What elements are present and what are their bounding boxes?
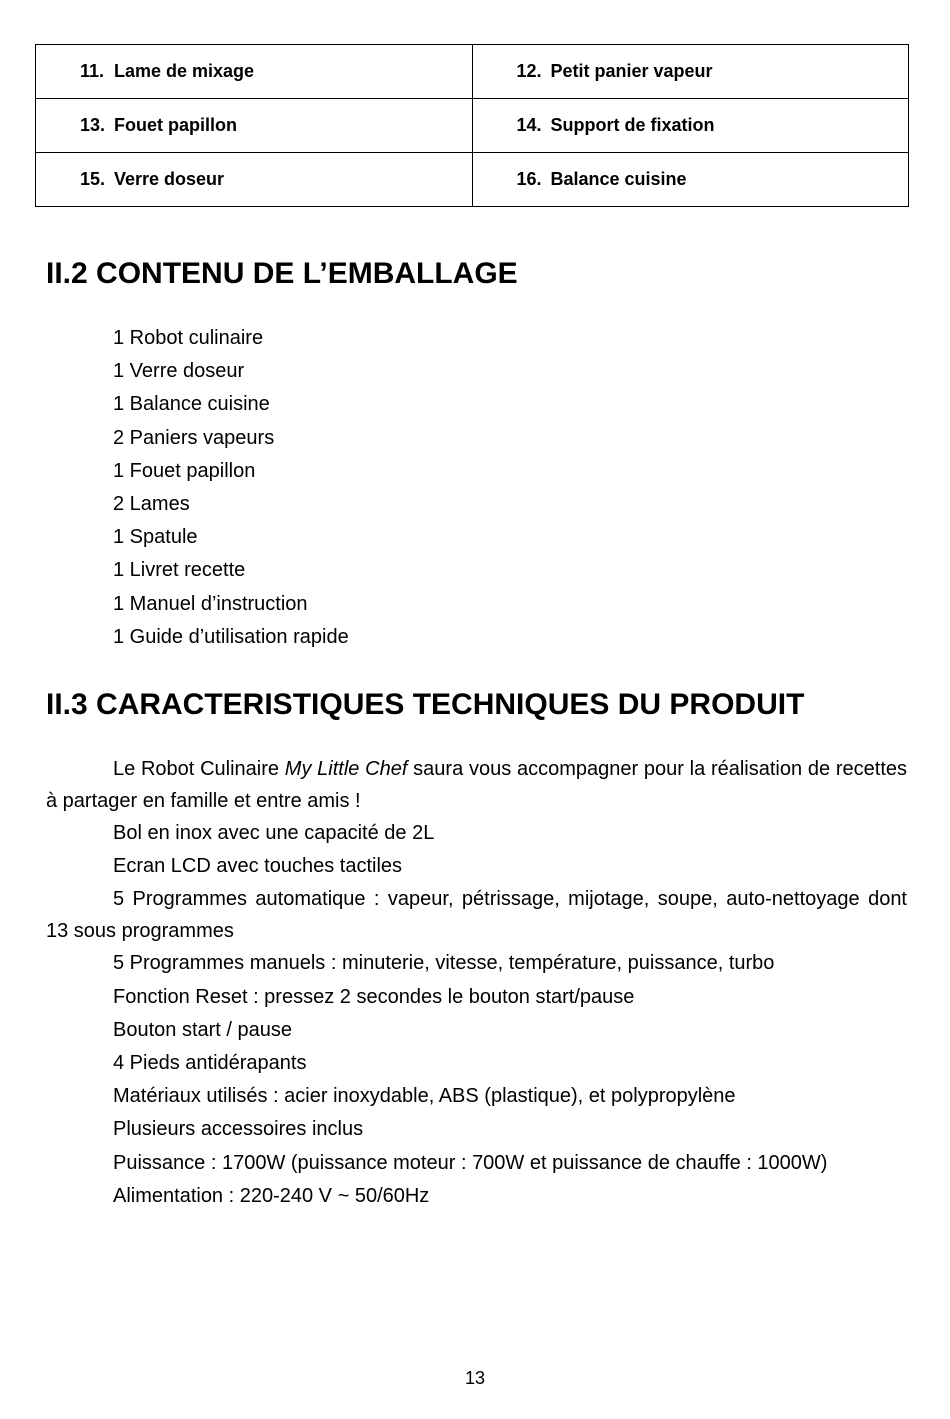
list-item-text: Bouton start / pause (113, 1018, 293, 1041)
table-cell (36, 99, 473, 153)
list-item (46, 1080, 907, 1113)
list-item-text: 1 Guide d’utilisation rapide (113, 625, 349, 648)
list-item-text: 1 Spatule (113, 526, 198, 549)
table-row (36, 99, 909, 153)
table-cell (472, 99, 909, 153)
table-cell (472, 153, 909, 207)
intro-text-before: Le Robot Culinaire (113, 758, 285, 780)
parts-table (35, 44, 909, 207)
part-number: 16. (516, 169, 542, 189)
list-item (46, 455, 907, 488)
list-item-text: 2 Lames (113, 493, 190, 516)
list-item (46, 981, 907, 1014)
part-label: Petit panier vapeur (550, 61, 713, 81)
part-number: 12. (516, 61, 542, 81)
list-item (46, 1147, 907, 1180)
table-cell (36, 153, 473, 207)
table-row (36, 153, 909, 207)
section-heading-caracteristiques: II.3 CARACTERISTIQUES TECHNIQUES DU PRODUIT (46, 688, 805, 721)
part-label: Verre doseur (114, 169, 225, 189)
list-item-text: 1 Fouet papillon (113, 459, 256, 482)
list-item-text: Ecran LCD avec touches tactiles (113, 855, 403, 878)
table-cell (36, 45, 473, 99)
caracteristiques-list (46, 753, 907, 1213)
list-item-text: Matériaux utilisés : acier inoxydable, ABS (plastique), et polypropylène (113, 1085, 736, 1108)
list-item (46, 388, 907, 421)
list-item (46, 817, 907, 850)
list-item (46, 588, 907, 621)
product-name: My Little Chef (284, 758, 408, 780)
list-item-text: Puissance : 1700W (puissance moteur : 700W et puissance de chauffe : 1000W) (113, 1151, 828, 1174)
part-label: Balance cuisine (550, 169, 687, 189)
part-label: Lame de mixage (114, 61, 255, 81)
list-item-text: 2 Paniers vapeurs (113, 426, 275, 449)
list-item (46, 753, 907, 817)
table-cell (472, 45, 909, 99)
list-item-text: 1 Manuel d’instruction (113, 592, 308, 615)
list-item-text: 5 Programmes manuels : minuterie, vitesse, température, puissance, turbo (113, 952, 775, 975)
list-item (46, 322, 907, 355)
page-number: 13 (464, 1368, 486, 1388)
list-item-text: Fonction Reset : pressez 2 secondes le bouton start/pause (113, 985, 635, 1008)
list-item (46, 488, 907, 521)
list-item (46, 521, 907, 554)
section-heading-contenu: II.2 CONTENU DE L’EMBALLAGE (46, 257, 518, 290)
list-item (46, 554, 907, 587)
part-number: 15. (80, 169, 106, 189)
part-label: Fouet papillon (114, 115, 237, 135)
list-item (46, 1047, 907, 1080)
list-item (46, 422, 907, 455)
list-item-text: Plusieurs accessoires inclus (113, 1118, 364, 1141)
intro-text-after: saura vous accompagner pour la réalisation de recettes à partager en famille et entre amis ! (46, 758, 908, 812)
list-item-text: 1 Verre doseur (113, 360, 245, 383)
list-item (46, 1113, 907, 1146)
list-item (46, 621, 907, 654)
part-number: 14. (516, 115, 542, 135)
list-item-text: Alimentation : 220-240 V ~ 50/60Hz (113, 1184, 430, 1207)
list-item-text: 1 Balance cuisine (113, 393, 270, 416)
list-item-text: 1 Livret recette (113, 559, 246, 582)
list-item-text: 4 Pieds antidérapants (113, 1052, 307, 1075)
list-item (46, 1180, 907, 1213)
contenu-list (46, 322, 907, 654)
table-row (36, 45, 909, 99)
list-item-text: 5 Programmes automatique : vapeur, pétrissage, mijotage, soupe, auto-nettoyage dont 13 sous programmes (46, 888, 907, 943)
part-number: 11. (80, 61, 105, 81)
list-item (46, 883, 907, 947)
list-item (46, 850, 907, 883)
part-label: Support de fixation (550, 115, 715, 135)
list-item (46, 947, 907, 980)
list-item-text: Bol en inox avec une capacité de 2L (113, 822, 435, 844)
list-item-text: 1 Robot culinaire (113, 327, 264, 349)
part-number: 13. (80, 115, 106, 135)
list-item (46, 355, 907, 388)
list-item (46, 1014, 907, 1047)
